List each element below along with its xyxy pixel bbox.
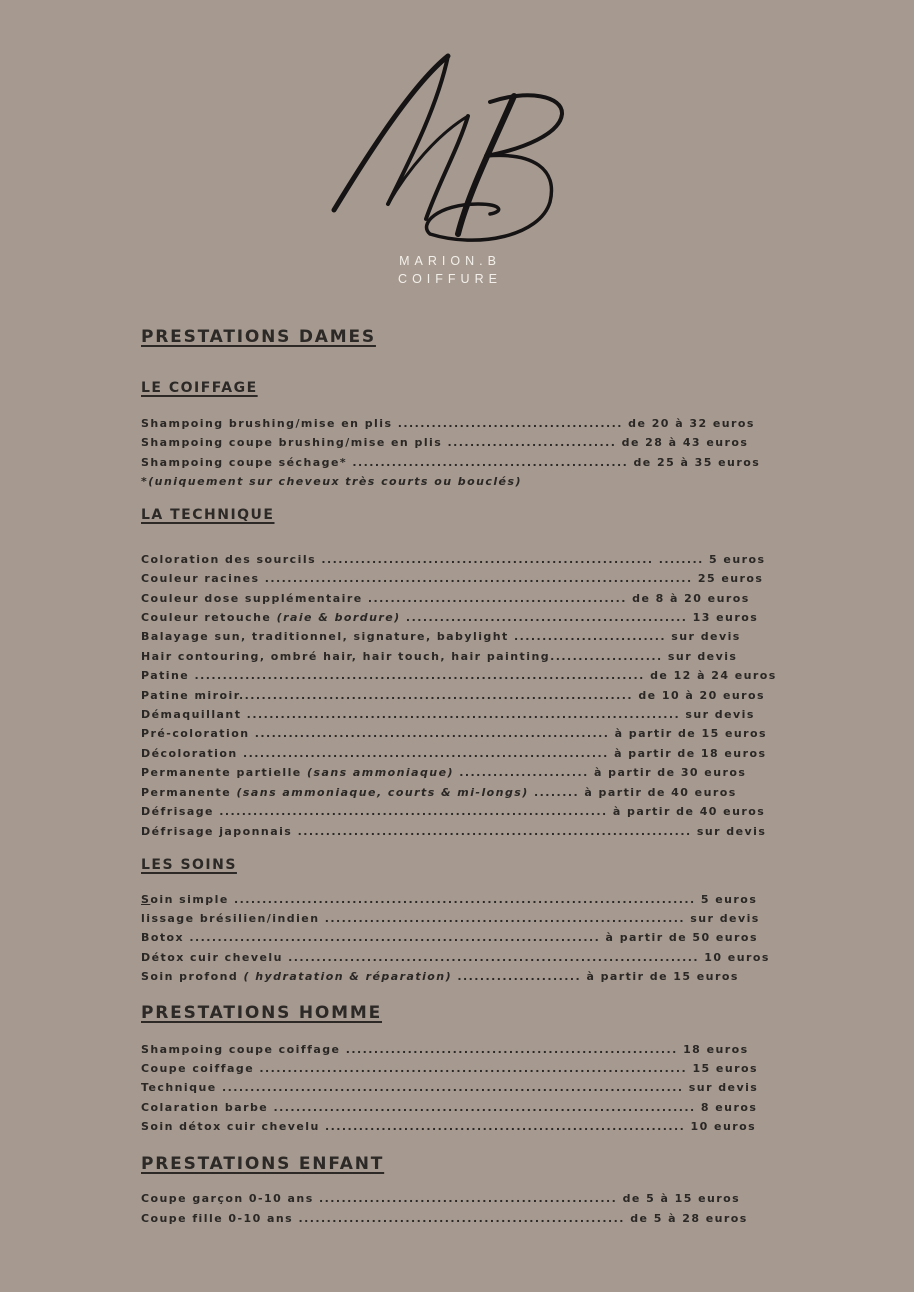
brand-subtitle: COIFFURE (398, 272, 502, 286)
row-detail: (raie & bordure) (276, 611, 401, 624)
price-row: Coupe garçon 0-10 ans ..................................................... de 5 à 15 euros (141, 1192, 741, 1205)
price-row: Balayage sun, traditionnel, signature, babylight ........................... sur devis (141, 630, 741, 643)
subsection-title-technique: LA TECHNIQUE (141, 507, 275, 523)
price-row: Soin détox cuir chevelu ................................................................ 10 euros (141, 1120, 757, 1133)
row-detail: ( hydratation & réparation) (243, 970, 453, 983)
brand-name: MARION.B (399, 254, 501, 268)
price-note (141, 475, 522, 489)
price-row: Coupe fille 0-10 ans .......................................................... de 5 à 28 euros (141, 1212, 748, 1225)
price-row: Défrisage japonnais ...................................................................... sur devis (141, 825, 767, 838)
row-label: oin simple .................................................................................. 5 euros (150, 893, 758, 906)
row-label: Permanente partielle (141, 766, 307, 779)
price-row: Hair contouring, ombré hair, hair touch, hair painting.................... sur devis (141, 650, 738, 663)
price-row (141, 611, 758, 625)
price-row: Décoloration ................................................................. à partir de 18 euros (141, 747, 767, 760)
price-row (141, 786, 737, 800)
price-row: Coloration des sourcils ........................................................... ........ 5 euros (141, 553, 766, 566)
price-row: Shampoing coupe séchage* ................................................. de 25 à 35 euros (141, 456, 761, 469)
price-row (141, 970, 739, 984)
price-row: Détox cuir chevelu ......................................................................... 10 euros (141, 951, 770, 964)
subsection-title-coiffage: LE COIFFAGE (141, 380, 258, 396)
price-row: Shampoing coupe brushing/mise en plis .............................. de 28 à 43 euros (141, 436, 749, 449)
subsection-title-soins: LES SOINS (141, 857, 237, 873)
price-row: Pré-coloration ............................................................... à partir de 15 euros (141, 727, 768, 740)
section-title-homme: PRESTATIONS HOMME (141, 1003, 383, 1023)
row-detail: (sans ammoniaque) (307, 766, 454, 779)
price-row: Patine miroir...................................................................... de 10 à 20 euros (141, 689, 766, 702)
row-detail: (sans ammoniaque, courts & mi-longs) (236, 786, 529, 799)
price-row: Défrisage ..................................................................... à partir de 40 euros (141, 805, 766, 818)
price-row: Technique .................................................................................. sur devis (141, 1081, 759, 1094)
row-price: ...................... à partir de 15 euros (452, 970, 739, 983)
row-price: ........ à partir de 40 euros (528, 786, 737, 799)
price-row: Couleur racines ............................................................................ 25 euros (141, 572, 764, 585)
price-row: Colaration barbe ........................................................................... 8 euros (141, 1101, 758, 1114)
price-row: Shampoing coupe coiffage ........................................................... 18 euros (141, 1043, 749, 1056)
price-row: Coupe coiffage ............................................................................ 15 euros (141, 1062, 759, 1075)
row-label: Soin profond (141, 970, 244, 983)
price-row (141, 766, 746, 780)
price-row: Shampoing brushing/mise en plis ........................................ de 20 à 32 euros (141, 417, 755, 430)
row-label: Permanente (141, 786, 237, 799)
note-text: *(uniquement sur cheveux très courts ou bouclés) (141, 475, 522, 488)
mb-monogram-logo (318, 44, 578, 254)
row-label: Couleur retouche (141, 611, 277, 624)
section-title-enfant: PRESTATIONS ENFANT (141, 1154, 385, 1174)
price-row: lissage brésilien/indien ................................................................ sur devis (141, 912, 760, 925)
price-row: Couleur dose supplémentaire .............................................. de 8 à 20 euros (141, 592, 750, 605)
price-row (141, 893, 757, 907)
price-row: Patine ................................................................................ de 12 à 24 euros (141, 669, 777, 682)
row-initial: S (141, 893, 151, 906)
row-price: ....................... à partir de 30 euros (453, 766, 747, 779)
section-title-dames: PRESTATIONS DAMES (141, 327, 376, 347)
price-row: Botox ......................................................................... à partir de 50 euros (141, 931, 758, 944)
price-row: Démaquillant ............................................................................. sur devis (141, 708, 755, 721)
row-price: .................................................. 13 euros (400, 611, 759, 624)
